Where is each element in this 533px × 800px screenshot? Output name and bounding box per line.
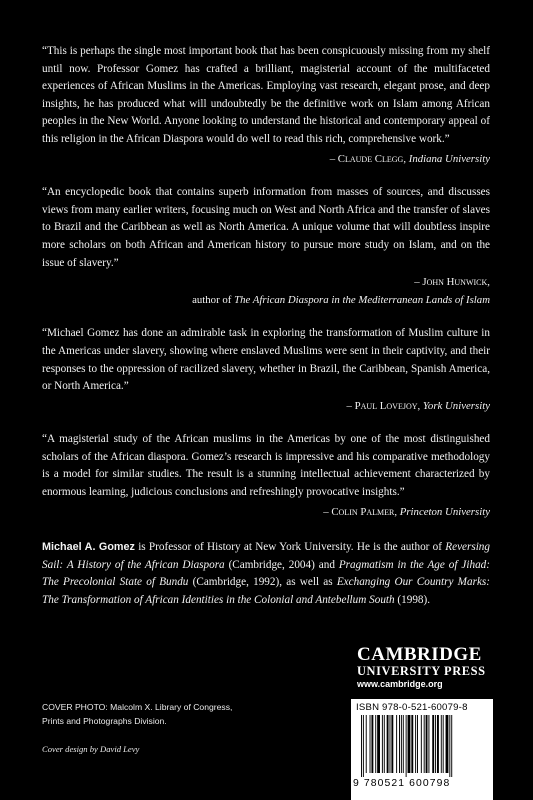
- barcode-bar: [417, 715, 418, 773]
- barcode-bar: [391, 715, 393, 773]
- barcode-bar: [435, 715, 436, 773]
- barcode-bar: [437, 715, 439, 773]
- barcode-bar: [421, 715, 422, 773]
- cover-photo-credit: [42, 700, 302, 728]
- barcode-bar: [396, 715, 397, 773]
- barcode-digits: 9 780521 600798: [353, 778, 451, 789]
- bio-text: is Professor of History at New York University. He is the author of: [134, 541, 446, 554]
- barcode-bar: [446, 715, 449, 773]
- barcode-bar: [426, 715, 428, 773]
- author-name: Michael A. Gomez: [42, 541, 135, 554]
- barcode-bar: [449, 715, 450, 777]
- barcode-bar: [390, 715, 391, 773]
- barcode-bar: [363, 715, 364, 777]
- review-attribution: [42, 151, 490, 169]
- barcode-bars: [361, 715, 483, 777]
- review-attribution: [42, 504, 490, 522]
- publisher-name: CAMBRIDGE: [357, 644, 482, 665]
- bio-text: (Cambridge, 2004) and: [224, 558, 339, 571]
- barcode-bar: [384, 715, 385, 773]
- barcode-bar: [428, 715, 429, 773]
- reviewer-role: author of: [192, 293, 235, 306]
- barcode-bar: [415, 715, 416, 773]
- review-quote: “A magisterial study of the African muslims in the Americas by one of the most distinguished scholars of the African diaspora. Gomez’s research is impressive and his comparative methodology is a model for similar studies. The result is a stunning intellectual achievement characterized by enormous learning, judicious conclusions and refreshingly provocative insights.”: [42, 433, 490, 499]
- reviewer-affiliation: Indiana University: [408, 152, 490, 165]
- back-cover-text: [42, 43, 490, 621]
- reviewer-name: – Colin Palmer,: [323, 505, 398, 518]
- barcode-bar: [443, 715, 444, 773]
- review-quote: “This is perhaps the single most important book that has been conspicuously missing from my shelf until now. Professor Gomez has crafted a brilliant, magisterial account of the multifaceted experiences of African Muslims in the Americas. Employing vast research, elegant prose, and deep insights, he has produced what will undoubtedly be the definitive work on Islam among African peoples in the New World. Anyone looking to understand the historical and contemporary appeal of this religion in the African Diaspora would do well to read this rich, comprehensive work.”: [42, 45, 490, 145]
- reviewer-affiliation: York University: [422, 399, 490, 412]
- review-block-2: [42, 184, 490, 309]
- cover-design-credit: Cover design by David Levy: [42, 744, 140, 754]
- cover-photo-credit-line: Prints and Photographs Division.: [42, 716, 167, 726]
- publisher-logo: [357, 645, 497, 690]
- bio-text: (1998).: [394, 594, 431, 607]
- barcode-bar: [399, 715, 400, 773]
- review-quote: “Michael Gomez has done an admirable task in exploring the transformation of Muslim culture in the Americas under slavery, showing where enslaved Muslims were sent in their captivity, and their responses to the oppression of racilized slavery, whether in Brazil, the Caribbean, Spanish America, or North America.”: [42, 327, 490, 393]
- barcode-bar: [371, 715, 373, 773]
- author-bio: [42, 539, 490, 609]
- book-title: Pragmatism in the Age of Jihad: The Precolonial State of Bundu: [42, 558, 490, 589]
- barcode-bar: [375, 715, 376, 773]
- barcode-bar: [370, 715, 371, 773]
- publisher-url: www.cambridge.org: [357, 679, 443, 689]
- barcode-bar: [377, 715, 380, 773]
- review-attribution: [42, 274, 490, 309]
- review-attribution: [42, 398, 490, 416]
- review-block-4: [42, 431, 490, 521]
- book-title: Exchanging Our Country Marks: The Transformation of African Identities in the Colonial and Antebellum South: [42, 576, 490, 607]
- barcode-bar: [441, 715, 442, 773]
- barcode-bar: [387, 715, 389, 773]
- barcode-bar: [361, 715, 362, 777]
- barcode-bar: [408, 715, 411, 773]
- barcode-bar: [366, 715, 367, 773]
- barcode-bar: [432, 715, 434, 773]
- review-quote: “An encyclopedic book that contains superb information from masses of sources, and discusses views from many earlier writers, focusing much on West and North Africa and the transfer of slaves to Brazil and the Caribbean as well as North America. A unique volume that will doubtless inspire more scholars on both African and American history to pursue more study on Islam, and on the issue of slavery.”: [42, 186, 490, 269]
- barcode-bar: [401, 715, 402, 773]
- reviewer-affiliation: Princeton University: [399, 505, 490, 518]
- book-title: Reversing Sail: A History of the African Diaspora: [42, 541, 490, 571]
- barcode-bar: [403, 715, 404, 773]
- barcode-bar: [424, 715, 425, 773]
- review-block-1: [42, 43, 490, 168]
- cover-photo-credit-line: COVER PHOTO: Malcolm X. Library of Congress,: [42, 702, 233, 712]
- review-block-3: [42, 325, 490, 415]
- publisher-subtitle: UNIVERSITY PRESS: [357, 664, 486, 678]
- isbn-barcode: [351, 699, 493, 800]
- barcode-bar: [451, 715, 452, 777]
- bio-text: (Cambridge, 1992), as well as: [188, 576, 337, 589]
- isbn-number: ISBN 978-0-521-60079-8: [356, 702, 468, 713]
- barcode-bar: [411, 715, 413, 773]
- barcode-bar: [382, 715, 383, 773]
- reviewer-name: – Claude Clegg,: [329, 152, 407, 165]
- reviewer-name: – Paul Lovejoy,: [346, 399, 421, 412]
- reviewer-name: – John Hunwick,: [414, 276, 490, 289]
- reviewer-book-title: The African Diaspora in the Mediterranean Lands of Islam: [234, 293, 490, 306]
- barcode-bar: [406, 715, 407, 777]
